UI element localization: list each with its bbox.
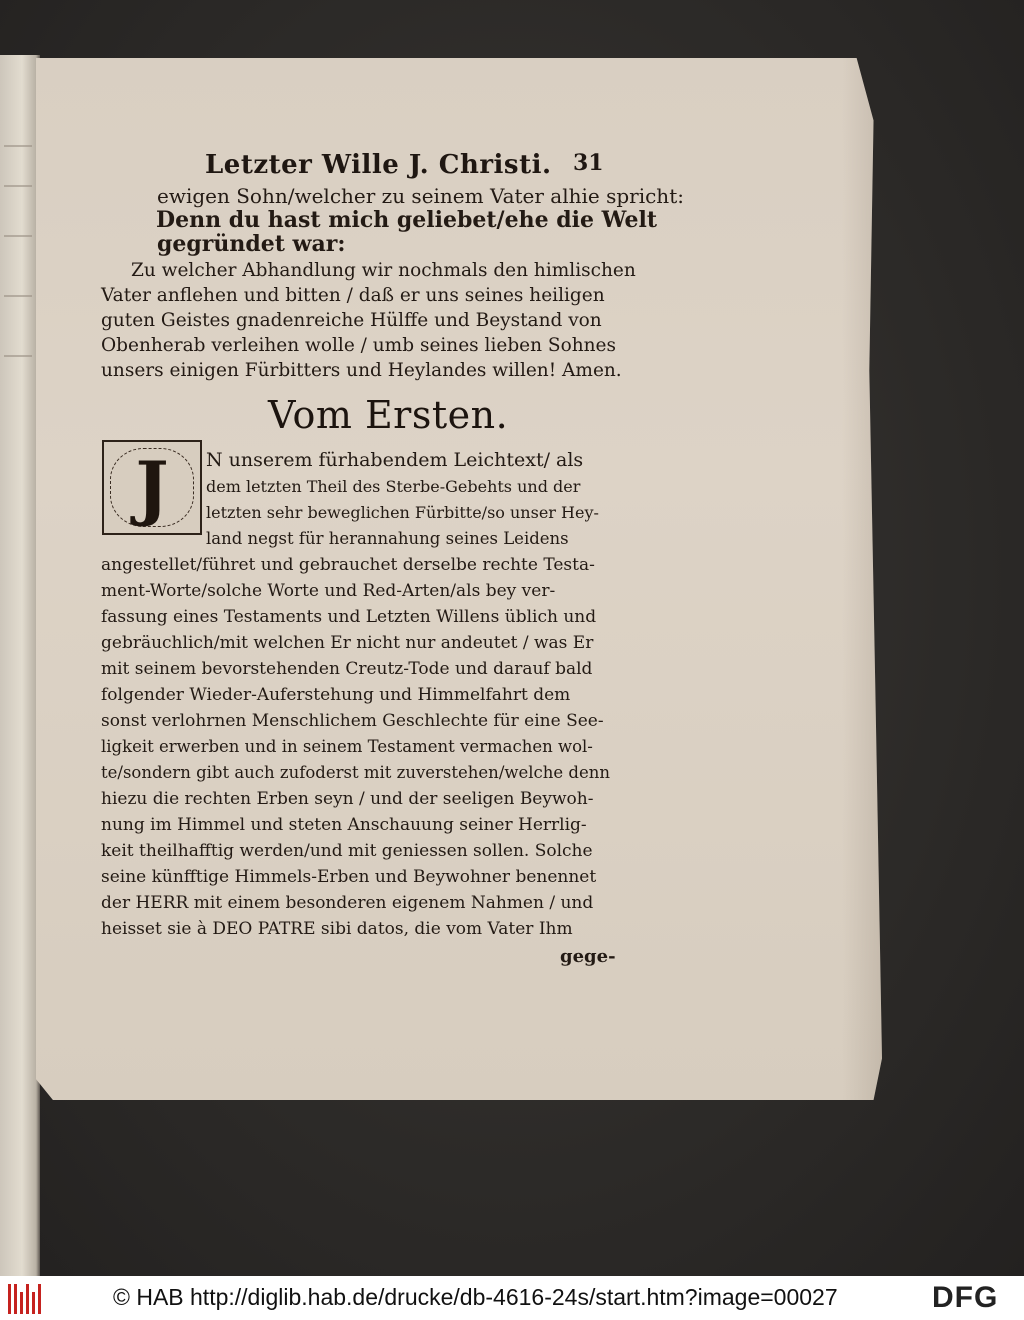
text-line: folgender Wieder-Auferstehung und Himmelfahrt dem	[101, 685, 571, 705]
text-line: mit seinem bevorstehenden Creutz-Tode und darauf bald	[101, 659, 593, 679]
text-line: gebräuchlich/mit welchen Er nicht nur andeutet / was Er	[101, 633, 594, 653]
text-line: Obenherab verleihen wolle / umb seines lieben Sohnes	[101, 335, 616, 356]
text-line: gegründet war:	[157, 231, 346, 257]
text-line: hiezu die rechten Erben seyn / und der seeligen Beywoh-	[101, 789, 594, 809]
text-line: ment-Worte/solche Worte und Red-Arten/als bey ver-	[101, 581, 556, 601]
text-line: ewigen Sohn/welcher zu seinem Vater alhie spricht:	[157, 184, 684, 208]
dfg-logo: DFG	[932, 1281, 999, 1314]
copyright-link[interactable]: © HAB http://diglib.hab.de/drucke/db-4616-24s/start.htm?image=00027	[113, 1284, 838, 1310]
footer-bar	[0, 1276, 1024, 1320]
page-number: 31	[573, 150, 604, 176]
text-line: letzten sehr beweglichen Fürbitte/so unser Hey-	[206, 503, 599, 522]
text-line: dem letzten Theil des Sterbe-Gebehts und der	[206, 477, 581, 496]
text-line: seine künfftige Himmels-Erben und Beywohner benennet	[101, 867, 597, 887]
text-line: te/sondern gibt auch zufoderst mit zuverstehen/welche denn	[101, 763, 610, 782]
catchword: gege-	[560, 946, 616, 967]
text-line: sonst verlohrnen Menschlichem Geschlechte für eine See-	[101, 711, 604, 731]
running-head-title: Letzter Wille J. Christi.	[205, 150, 552, 180]
text-line: unsers einigen Fürbitters und Heylandes willen! Amen.	[101, 360, 622, 381]
running-head	[205, 150, 605, 186]
previous-page-edge	[0, 55, 40, 1276]
text-line: nung im Himmel und steten Anschauung seiner Herrlig-	[101, 815, 587, 835]
decorated-initial	[102, 440, 202, 535]
text-line: Zu welcher Abhandlung wir nochmals den himlischen	[131, 260, 636, 281]
text-line: angestellet/führet und gebrauchet derselbe rechte Testa-	[101, 555, 595, 575]
text-line: N unserem fürhabendem Leichtext/ als	[206, 449, 584, 471]
text-line: ligkeit erwerben und in seinem Testament vermachen wol-	[101, 737, 593, 756]
text-line: Vater anflehen und bitten / daß er uns seines heiligen	[101, 285, 605, 306]
text-line: Denn du hast mich geliebet/ehe die Welt	[156, 207, 658, 233]
hab-barcode-logo-icon	[8, 1284, 44, 1314]
section-heading: Vom Ersten.	[268, 393, 509, 437]
text-line: der HERR mit einem besonderen eigenem Nahmen / und	[101, 893, 594, 913]
text-line: keit theilhafftig werden/und mit geniessen sollen. Solche	[101, 841, 593, 861]
text-line: land negst für herannahung seines Leidens	[206, 529, 569, 548]
text-line: heisset sie à DEO PATRE sibi datos, die vom Vater Ihm	[101, 919, 573, 939]
text-line: guten Geistes gnadenreiche Hülffe und Beystand von	[101, 310, 602, 331]
text-line: fassung eines Testaments und Letzten Willens üblich und	[101, 607, 597, 627]
initial-letter: J	[135, 446, 169, 529]
